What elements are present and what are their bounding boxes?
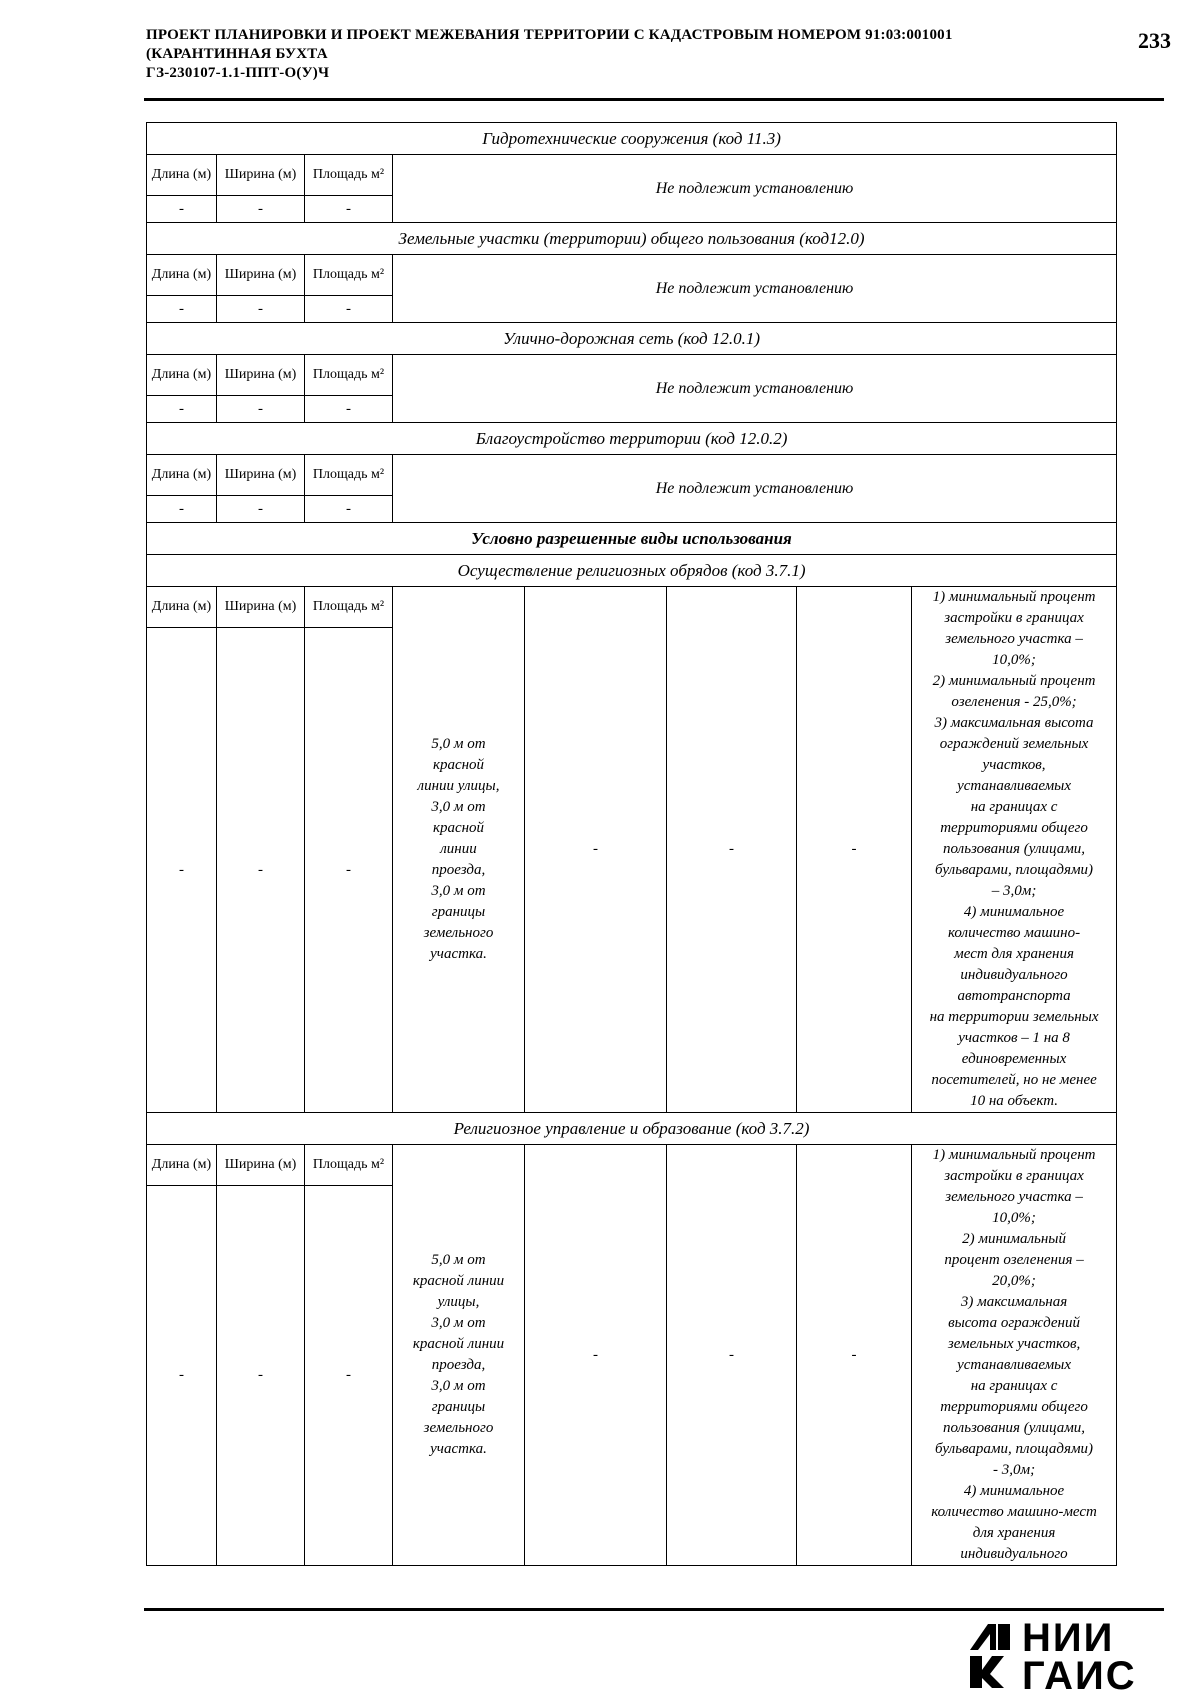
dash-cell: - (147, 496, 217, 523)
dash-cell: - (217, 1186, 305, 1566)
conditional-uses-title-row (147, 523, 1117, 555)
col-area: Площадь м² (305, 255, 393, 296)
col-length: Длина (м) (147, 255, 217, 296)
section-2-header-row (147, 355, 1117, 396)
dash-cell: - (147, 628, 217, 1113)
col-width: Ширина (м) (217, 455, 305, 496)
religious-admin-setback: 5,0 м от красной линии улицы, 3,0 м от красной линии проезда, 3,0 м от границы земельного участка. (393, 1145, 525, 1566)
dash-cell: - (147, 296, 217, 323)
religious-rites-title: Осуществление религиозных обрядов (код 3.7.1) (147, 555, 1117, 587)
dash-cell: - (217, 196, 305, 223)
dash-cell: - (217, 296, 305, 323)
page-number: 233 (1138, 28, 1171, 53)
section-1-header-row (147, 255, 1117, 296)
logo-text-line2: ГАИС (1022, 1654, 1137, 1698)
religious-rites-title-row (147, 555, 1117, 587)
header-title-line1: ПРОЕКТ ПЛАНИРОВКИ И ПРОЕКТ МЕЖЕВАНИЯ ТЕРРИТОРИИ С КАДАСТРОВЫМ НОМЕРОМ 91:03:001001 (146, 27, 953, 43)
col-length: Длина (м) (147, 455, 217, 496)
col-length: Длина (м) (147, 1145, 217, 1186)
section-2-title-row (147, 323, 1117, 355)
dash-cell: - (217, 496, 305, 523)
dash-cell: - (147, 1186, 217, 1566)
section-0-header-row (147, 155, 1117, 196)
col-area: Площадь м² (305, 355, 393, 396)
dash-cell: - (147, 196, 217, 223)
header-rule (144, 98, 1164, 101)
col-area: Площадь м² (305, 455, 393, 496)
religious-admin-params: 1) минимальный процент застройки в границах земельного участка – 10,0%; 2) минимальный процент озеленения – 20,0%; 3) максимальная высота ограждений земельных участков, устанавливаемых на границах с территориями общего пользования (улицами, бульварами, площадями) - 3,0м; 4) минимальное количество машино-мест для хранения индивидуального (912, 1145, 1117, 1566)
header-code: ГЗ-230107-1.1-ППТ-О(У)Ч (146, 65, 330, 81)
section-0-title: Гидротехнические сооружения (код 11.3) (147, 123, 1117, 155)
section-1-title: Земельные участки (территории) общего пользования (код12.0) (147, 223, 1117, 255)
dash-cell: - (305, 628, 393, 1113)
religious-rites-setback: 5,0 м от красной линии улицы, 3,0 м от красной линии проезда, 3,0 м от границы земельного участка. (393, 587, 525, 1113)
dash-cell: - (305, 396, 393, 423)
section-1-note: Не подлежит установлению (393, 255, 1117, 323)
col-length: Длина (м) (147, 587, 217, 628)
section-0-note: Не подлежит установлению (393, 155, 1117, 223)
section-0-title-row (147, 123, 1117, 155)
section-1-title-row (147, 223, 1117, 255)
col-width: Ширина (м) (217, 155, 305, 196)
footer-rule (144, 1608, 1164, 1611)
dash-cell: - (305, 196, 393, 223)
col-width: Ширина (м) (217, 1145, 305, 1186)
religious-admin-title-row (147, 1113, 1117, 1145)
dash-cell: - (217, 628, 305, 1113)
col-width: Ширина (м) (217, 587, 305, 628)
document-header (146, 26, 1146, 83)
zoning-table (146, 122, 1117, 1566)
dash-cell: - (667, 1145, 797, 1566)
religious-rites-header-row (147, 587, 1117, 628)
col-area: Площадь м² (305, 1145, 393, 1186)
dash-cell: - (797, 1145, 912, 1566)
nii-gais-logo (968, 1614, 1168, 1698)
section-3-title: Благоустройство территории (код 12.0.2) (147, 423, 1117, 455)
dash-cell: - (147, 396, 217, 423)
col-length: Длина (м) (147, 155, 217, 196)
header-title-line2: (КАРАНТИННАЯ БУХТА (146, 46, 328, 62)
religious-admin-title: Религиозное управление и образование (код 3.7.2) (147, 1113, 1117, 1145)
logo-text-line1: НИИ (1022, 1616, 1115, 1660)
religious-rites-params: 1) минимальный процент застройки в границах земельного участка – 10,0%; 2) минимальный процент озеленения - 25,0%; 3) максимальная высота ограждений земельных участков, устанавливаемых на границах с территориями общего пользования (улицами, бульварами, площадями) – 3,0м; 4) минимальное количество машино- мест для хранения индивидуального автотранспорта на территории земельных участков – 1 на 8 единовременных посетителей, но не менее 10 на объект. (912, 587, 1117, 1113)
dash-cell: - (667, 587, 797, 1113)
dash-cell: - (525, 1145, 667, 1566)
col-area: Площадь м² (305, 155, 393, 196)
section-3-title-row (147, 423, 1117, 455)
section-2-note: Не подлежит установлению (393, 355, 1117, 423)
religious-admin-header-row (147, 1145, 1117, 1186)
dash-cell: - (525, 587, 667, 1113)
col-width: Ширина (м) (217, 255, 305, 296)
dash-cell: - (305, 296, 393, 323)
dash-cell: - (305, 496, 393, 523)
col-length: Длина (м) (147, 355, 217, 396)
col-area: Площадь м² (305, 587, 393, 628)
section-3-note: Не подлежит установлению (393, 455, 1117, 523)
logo-mark-icon (968, 1620, 1012, 1690)
section-3-header-row (147, 455, 1117, 496)
conditional-uses-title: Условно разрешенные виды использования (147, 523, 1117, 555)
dash-cell: - (217, 396, 305, 423)
section-2-title: Улично-дорожная сеть (код 12.0.1) (147, 323, 1117, 355)
col-width: Ширина (м) (217, 355, 305, 396)
dash-cell: - (305, 1186, 393, 1566)
dash-cell: - (797, 587, 912, 1113)
